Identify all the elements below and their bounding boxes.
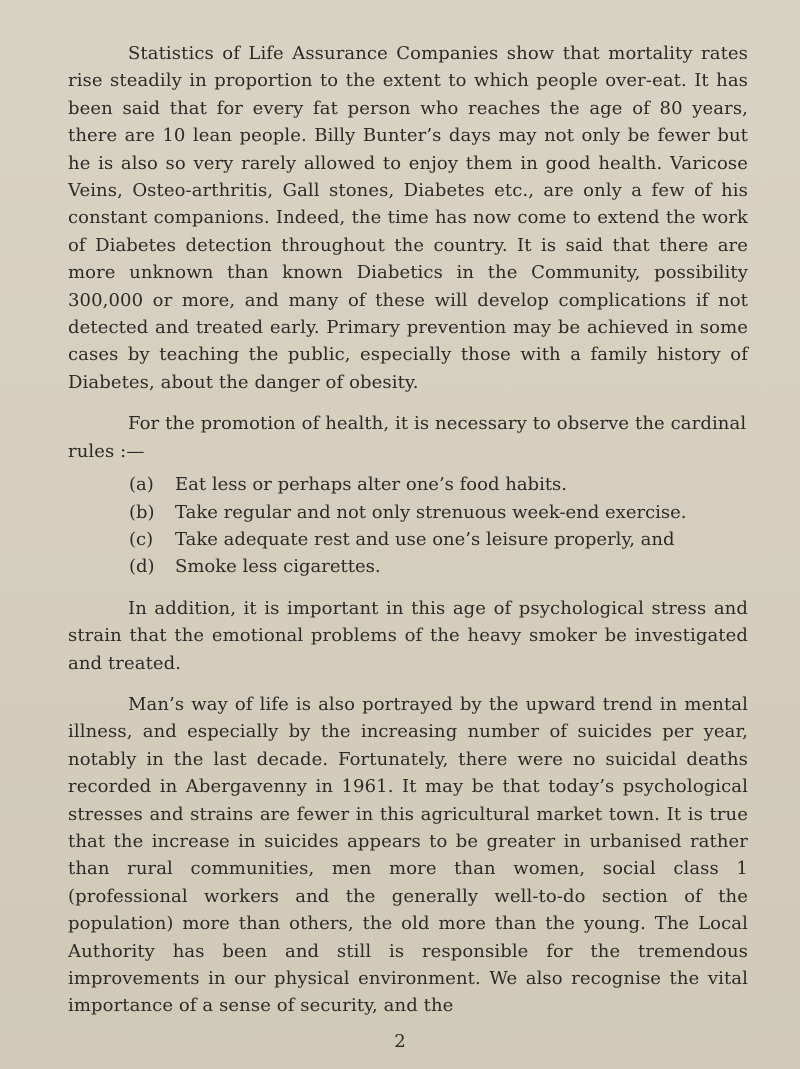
list-item	[129, 526, 748, 553]
paragraph-cardinal-rules: For the promotion of health, it is necessary to observe the cardinal rules :—	[68, 413, 747, 462]
list-item-text: Take regular and not only strenuous week-end exercise.	[175, 501, 687, 523]
paragraph-obesity: Statistics of Life Assurance Companies show that mortality rates rise steadily in proportion to the extent to which people over-eat. It has been said that for every fat person who reaches the age of 80 years, there are 10 lean people. Billy Bunter’s days may not only be fewer but he is also so very rarely allowed to enjoy them in good health. Varicose Veins, Osteo-arthritis, Gall stones, Diabetes etc., are only a few of his constant companions. Indeed, the time has now come to extend the work of Diabetes detection throughout the country. It is said that there are more unknown than known Diabetics in the Community, possibility 300,000 or more, and many of these will develop complications if not detected and treated early. Primary prevention may be achieved in some cases by teaching the public, especially those with a family history of Diabetes, about the danger of obesity.	[68, 43, 748, 393]
paragraph-smoker: In addition, it is important in this age of psychological stress and strain that the emotional problems of the heavy smoker be investigated and treated.	[68, 597, 748, 674]
list-item-text: Take adequate rest and use one’s leisure properly, and	[175, 528, 675, 550]
list-item	[129, 499, 748, 526]
list-item	[129, 553, 748, 580]
body-text	[68, 40, 748, 1020]
paragraph-mental-illness: Man’s way of life is also portrayed by the upward trend in mental illness, and especially by the increasing number of suicides per year, notably in the last decade. Fortunately, there were no suicidal deaths recorded in Abergavenny in 1961. It may be that today’s psychological stresses and strains are fewer in this agricultural market town. It is true that the increase in suicides appears to be greater in urbanised rather than rural communities, men more than women, social class 1 (professional workers and the generally well-to-do section of the population) more than others, the old more than the young. The Local Authority has been and still is responsible for the tremendous improvements in our physical environment. We also recognise the vital importance of a sense of security, and the	[68, 693, 748, 1017]
list-item-letter: (c)	[129, 528, 154, 550]
page-number: 2	[394, 1031, 406, 1052]
list-item-letter: (b)	[129, 501, 155, 523]
list-item-letter: (a)	[129, 474, 154, 496]
list-item-letter: (d)	[129, 556, 155, 578]
list-item-text: Smoke less cigarettes.	[175, 556, 381, 578]
list-item	[129, 471, 748, 498]
cardinal-rules-list	[68, 471, 748, 581]
list-item-text: Eat less or perhaps alter one’s food habits.	[175, 474, 568, 496]
